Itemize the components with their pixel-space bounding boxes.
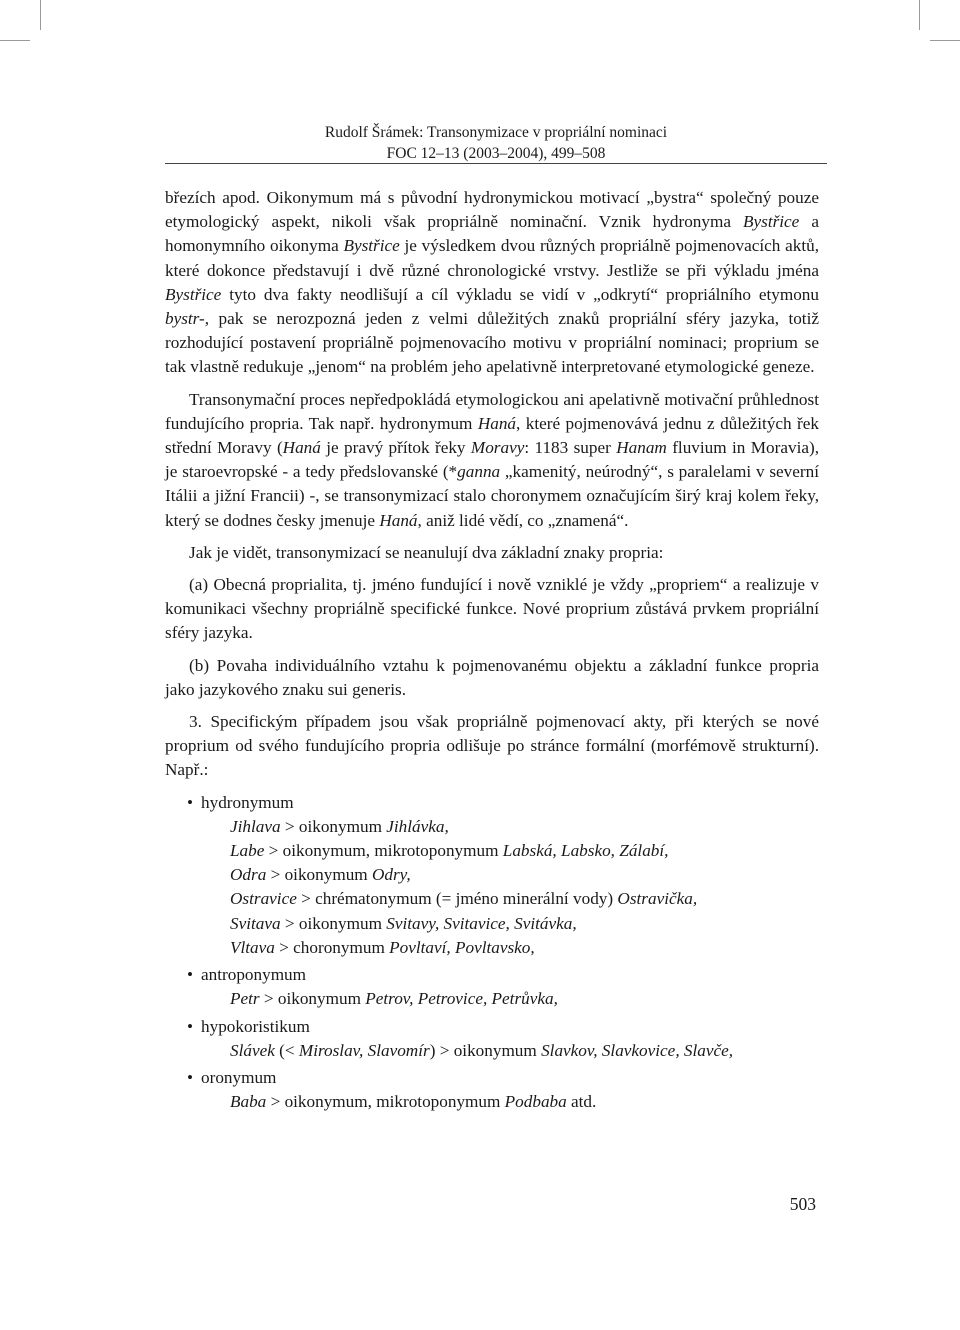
italic-term: Ostravička, (617, 889, 698, 909)
example-line (165, 987, 819, 1011)
italic-term: ganna (457, 462, 501, 482)
example-line (165, 839, 819, 863)
text-run: atd. (566, 1092, 597, 1112)
example-category-label: • oronymum (165, 1066, 819, 1090)
italic-term: Haná (282, 438, 321, 458)
italic-term: Bystřice (165, 284, 222, 304)
text-run: je výsledkem dvou různých propriálně pojmenovacích aktů, které dokonce představují i dvě různé chronologické vrstvy. Jestliže se při výkladu jména (165, 236, 819, 280)
italic-term: Moravy (470, 438, 525, 458)
crop-mark-top-left (40, 0, 41, 30)
example-category (165, 963, 819, 1011)
italic-term: Petrov, Petrovice, Petrůvka, (365, 989, 558, 1009)
italic-term: Odra (230, 865, 267, 885)
text-run: (< (274, 1040, 299, 1060)
crop-mark-top-right (919, 0, 920, 30)
crop-mark-top-left-h (0, 40, 30, 41)
italic-term: Vltava (230, 937, 275, 957)
text-run: březích apod. Oikonymum má s původní hydronymickou motivací „bystra“ společný pouze etymologický aspekt, nikoli však propriálně nominační. Vznik hydronyma (165, 188, 819, 232)
italic-term: Hanam (616, 438, 667, 458)
italic-term: Svitavy, Svitavice, Svitávka, (386, 913, 577, 933)
paragraph-1 (165, 186, 819, 380)
text-run: Jak je vidět, transonymizací se neanulují dva základní znaky propria: (189, 542, 664, 562)
example-line (165, 1090, 819, 1114)
page-number: 503 (789, 1194, 816, 1214)
italic-term: Povltaví, Povltavsko, (389, 937, 535, 957)
text-run: ) > oikonymum (429, 1040, 542, 1060)
example-category (165, 1015, 819, 1063)
running-header (165, 122, 827, 164)
header-citation: FOC 12–13 (2003–2004), 499–508 (386, 145, 606, 162)
text-run: > oikonymum (280, 913, 387, 933)
example-line (165, 863, 819, 887)
example-line (165, 887, 819, 911)
text-run: fluvium in Moravia), je staroevropské - a tedy předslovanské (* (165, 438, 819, 482)
paragraph-6 (165, 710, 819, 783)
header-author-title: Rudolf Šrámek: Transonymizace v propriální nominaci (324, 124, 668, 141)
example-category (165, 1066, 819, 1114)
text-run: 3. Specifickým případem jsou však propriálně pojmenovací akty, při kterých se nové proprium od svého fundujícího propria odlišuje po stránce formální (morfémově strukturní). Např.: (165, 712, 819, 780)
italic-term: Bystřice (343, 236, 400, 256)
example-line (165, 936, 819, 960)
italic-term: Odry, (371, 865, 411, 885)
text-run: je pravý přítok řeky (320, 438, 471, 458)
text-run: „kamenitý, neúrodný“, s paralelami v severní Itálii a jižní Francii) -, se transonymizací stalo choronymem označujícím širý kraj kolem řeky, který se dodnes česky jmenuje (165, 462, 819, 530)
italic-term: Haná (379, 510, 418, 530)
paragraph-4 (165, 573, 819, 646)
italic-term: Jihlava (230, 816, 281, 836)
text-run: a homonymního oikonyma (165, 212, 819, 256)
examples-list (165, 791, 819, 1115)
text-run: , pak se nerozpozná jeden z velmi důležitých znaků propriální sféry jazyka, totiž rozhodující postavení propriálně pojmenovacího motivu v propriální nominaci; proprium se tak vlastně redukuje „jenom“ na problém jeho apelativně interpretované etymologické geneze. (165, 309, 819, 377)
text-run: : 1183 super (524, 438, 617, 458)
italic-term: Svitava (230, 913, 281, 933)
italic-term: Labe (230, 841, 265, 861)
text-run: (b) Povaha individuálního vztahu k pojmenovanému objektu a základní funkce propria jako jazykového znaku sui generis. (165, 655, 819, 699)
example-line (165, 912, 819, 936)
paragraph-3 (165, 541, 819, 565)
paragraph-2 (165, 388, 819, 533)
text-run: > oikonymum, mikrotoponymum (264, 841, 503, 861)
text-run: , aniž lidé vědí, co „znamená“. (417, 510, 629, 530)
italic-term: Haná (477, 413, 517, 433)
text-run: > choronymum (274, 937, 390, 957)
example-category-label: • hydronymum (165, 791, 819, 815)
page-body (165, 186, 819, 1117)
text-run: > oikonymum (266, 865, 372, 885)
text-run: > oikonymum, mikrotoponymum (266, 1092, 505, 1112)
paragraph-5 (165, 654, 819, 702)
italic-term: Ostravice (230, 889, 297, 909)
text-run: (a) Obecná proprialita, tj. jméno fundující i nově vzniklé je vždy „propriem“ a realizuje v komunikaci všechny propriálně specifické funkce. Nové proprium zůstává prvkem propriální sféry jazyka. (165, 575, 819, 643)
example-category-label: • hypokoristikum (165, 1015, 819, 1039)
text-run: > oikonymum (280, 816, 387, 836)
example-category (165, 791, 819, 960)
crop-mark-top-right-h (930, 40, 960, 41)
italic-term: Jihlávka, (386, 816, 449, 836)
italic-term: Petr (230, 989, 260, 1009)
italic-term: Miroslav, Slavomír (298, 1040, 430, 1060)
header-rule (165, 163, 827, 164)
italic-term: bystr- (165, 309, 205, 329)
italic-term: Baba (230, 1092, 267, 1112)
text-run: , které pojmenovává jednu z důležitých řek střední Moravy ( (165, 413, 819, 458)
text-run: > chrématonymum (= jméno minerální vody) (296, 889, 618, 909)
italic-term: Slavkov, Slavkovice, Slavče, (541, 1040, 734, 1060)
text-run: > oikonymum (259, 989, 366, 1009)
italic-term: Podbaba (504, 1092, 567, 1112)
example-line (165, 815, 819, 839)
example-category-label: • antroponymum (165, 963, 819, 987)
italic-term: Slávek (230, 1040, 275, 1060)
italic-term: Bystřice (743, 212, 800, 232)
text-run: Transonymační proces nepředpokládá etymologickou ani apelativně motivační průhlednost fundujícího propria. Tak např. hydronymum (165, 389, 819, 433)
example-line (165, 1039, 819, 1063)
text-run: tyto dva fakty neodlišují a cíl výkladu se vidí v „odkrytí“ propriálního etymonu (221, 284, 819, 304)
italic-term: Labská, Labsko, Zálabí, (502, 841, 669, 861)
